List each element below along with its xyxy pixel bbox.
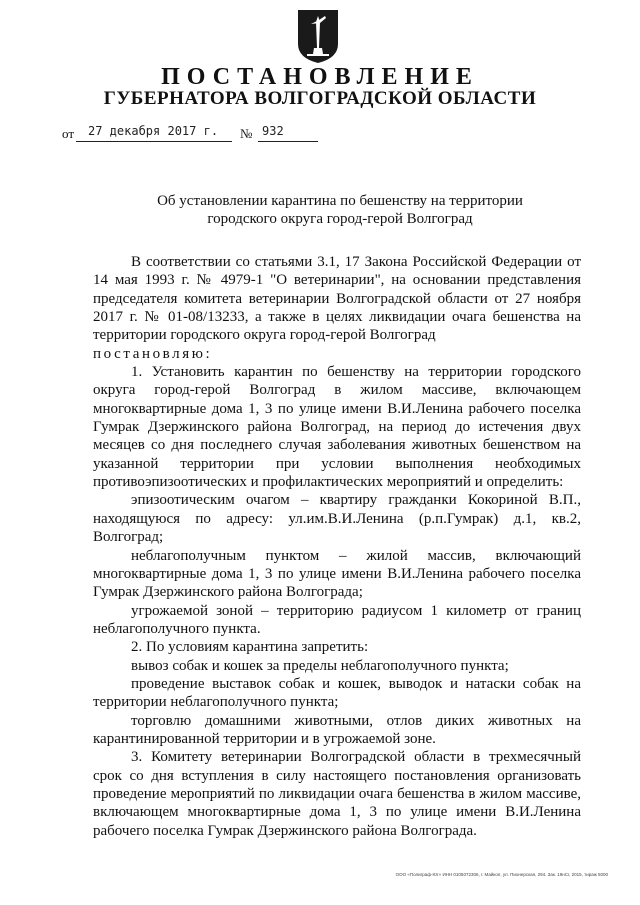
- paragraph-clause-1: 1. Установить карантин по бешенству на территории городского округа город-герой Волгоград в жилом массиве, включающем многоквартирные дома 1, 3 по улице имени В.И.Ленина рабочего поселка Гумрак Дзержинского района Волгоград, на период до истечения двух месяцев со дня последнего случая заболевания животных бешенством на указанной территории при условии выполнения необходимых противоэпизоотических и профилактических мероприятий и определить:: [93, 364, 581, 491]
- number-underline: [258, 141, 318, 142]
- number-prefix: №: [240, 126, 253, 141]
- date-prefix: от: [62, 126, 75, 141]
- paragraph-threat-zone: угрожаемой зоной – территорию радиусом 1 километр от границ неблагополучного пункта.: [93, 602, 581, 637]
- paragraph-preamble: В соответствии со статьями 3.1, 17 Закона Российской Федерации от 14 мая 1993 г. № 4979-1 "О ветеринарии", на основании представления председателя комитета ветеринарии Волгоградской области от 27 ноября 2017 г. № 01-08/13233, а также в целях ликвидации очага бешенства на территории городского округа город-герой Волгоград: [93, 254, 581, 344]
- document-heading: Об установлении карантина по бешенству на территории городского округа город-герой Волгоград: [157, 193, 523, 227]
- document-meta: [62, 124, 462, 144]
- document-body: [93, 253, 581, 840]
- document-title: ПОСТАНОВЛЕНИЕ: [161, 64, 479, 90]
- paragraph-ban-exhibitions: проведение выставок собак и кошек, выводок и натаски собак на территории неблагополучного пункта;: [93, 675, 581, 711]
- document-date: 27 декабря 2017 г.: [88, 124, 219, 138]
- paragraph-ban-trade: торговлю домашними животными, отлов диких животных на карантинированной территории и в угрожаемой зоне.: [93, 712, 581, 747]
- paragraph-clause-3: 3. Комитету ветеринарии Волгоградской области в трехмесячный срок со дня вступления в силу настоящего постановления организовать проведение мероприятий по ликвидации очага бешенства в жилом массиве, включающем многоквартирные дома 1, 3 по улице имени В.И.Ленина рабочего поселка Гумрак Дзержинского района Волгограда.: [93, 749, 581, 839]
- document-number: 932: [262, 124, 284, 138]
- paragraph-decree: постановляю:: [93, 345, 213, 362]
- printer-footer: ООО «Полиграф-Юг» ИНН 0105072306, г. Майкоп, ул. Пионерская, 294. Зак. 19нСг, 2015, тираж 5000: [395, 872, 608, 877]
- document-subtitle: ГУБЕРНАТОРА ВОЛГОГРАДСКОЙ ОБЛАСТИ: [103, 88, 537, 109]
- paragraph-ban-export: вывоз собак и кошек за пределы неблагополучного пункта;: [131, 657, 509, 674]
- paragraph-clause-2: 2. По условиям карантина запретить:: [131, 639, 369, 656]
- paragraph-affected-area: неблагополучным пунктом – жилой массив, включающий многоквартирные дома 1, 3 по улице имени В.И.Ленина рабочего поселка Гумрак Дзержинского района Волгограда;: [93, 547, 581, 601]
- paragraph-outbreak: эпизоотическим очагом – квартиру гражданки Кокориной В.П., находящуюся по адресу: ул.им.В.И.Ленина (р.п.Гумрак) д.1, кв.2, Волгоград;: [93, 492, 581, 546]
- coat-of-arms-icon: [295, 8, 341, 64]
- date-underline: [76, 141, 232, 142]
